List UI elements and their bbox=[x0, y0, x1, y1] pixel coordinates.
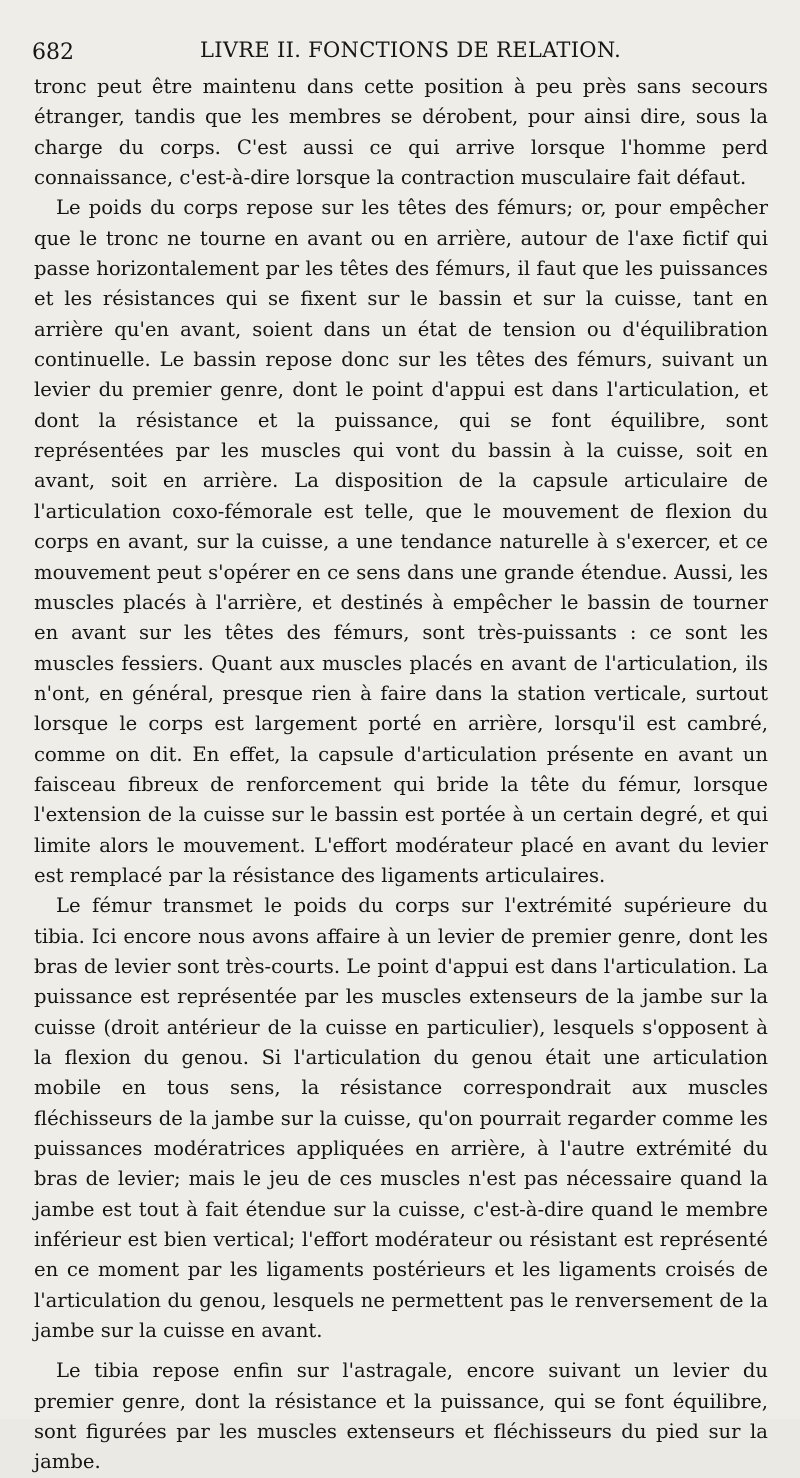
paragraph-3: Le fémur transmet le poids du corps sur l'extrémité supérieure du tibia. Ici encore nous avons affaire à un levier de premier genre, dont les bras de levier sont très-courts. Le point d'appui est dans l'articulation. La puissance est représentée par les muscles extenseurs de la jambe sur la cuisse (droit antérieur de la cuisse en particulier), lesquels s'opposent à la flexion du genou. Si l'articulation du genou était une articulation mobile en tous sens, la résistance correspondrait aux muscles fléchisseurs de la jambe sur la cuisse, qu'on pourrait regarder comme les puissances modératrices appliquées en arrière, à l'autre extrémité du bras de levier; mais le jeu de ces muscles n'est pas nécessaire quand la jambe est tout à fait étendue sur la cuisse, c'est-à-dire quand le membre inférieur est bien vertical; l'effort modérateur ou résistant est représenté en ce moment par les ligaments postérieurs et les ligaments croisés de l'articulation du genou, lesquels ne permettent pas le renversement de la jambe sur la cuisse en avant. bbox=[34, 894, 768, 1343]
paragraph-1: tronc peut être maintenu dans cette position à peu près sans secours étranger, tandis que les membres se dérobent, pour ainsi dire, sous la charge du corps. C'est aussi ce qui arrive lorsque l'homme perd connaissance, c'est-à-dire lorsque la contraction musculaire fait défaut. bbox=[34, 75, 768, 190]
paragraph-2: Le poids du corps repose sur les têtes des fémurs; or, pour empêcher que le tronc ne tourne en avant ou en arrière, autour de l'axe fictif qui passe horizontalement par les têtes des fémurs, il faut que les puissances et les résistances qui se fixent sur le bassin et sur la cuisse, tant en arrière qu'en avant, soient dans un état de tension ou d'équilibration continuelle. Le bassin repose donc sur les têtes des fémurs, suivant un levier du premier genre, dont le point d'appui est dans l'articulation, et dont la résistance et la puissance, qui se font équilibre, sont représentées par les muscles qui vont du bassin à la cuisse, soit en avant, soit en arrière. La disposition de la capsule articulaire de l'articulation coxo-fémorale est telle, que le mouvement de flexion du corps en avant, sur la cuisse, a une tendance naturelle à s'exercer, et ce mouvement peut s'opérer en ce sens dans une grande étendue. Aussi, les muscles placés à l'arrière, et destinés à empêcher le bassin de tourner en avant sur les têtes des fémurs, sont très-puissants : ce sont les muscles fessiers. Quant aux muscles placés en avant de l'articulation, ils n'ont, en général, presque rien à faire dans la station verticale, surtout lorsque le corps est largement porté en arrière, lorsqu'il est cambré, comme on dit. En effet, la capsule d'articulation présente en avant un faisceau fibreux de renforcement qui bride la tête du fémur, lorsque l'extension de la cuisse sur le bassin est portée à un certain degré, et qui limite alors le mouvement. L'effort modérateur placé en avant du levier est remplacé par la résistance des ligaments articulaires. bbox=[34, 196, 768, 887]
running-head: LIVRE II. FONCTIONS DE RELATION. bbox=[200, 38, 622, 62]
page-header bbox=[32, 34, 772, 68]
body-text bbox=[34, 72, 768, 1478]
page-number: 682 bbox=[32, 40, 74, 65]
paragraph-4: Le tibia repose enfin sur l'astragale, encore suivant un levier du premier genre, dont la résistance et la puissance, qui se font équilibre, sont figurées par les muscles extenseurs et fléchisseurs du pied sur la jambe. bbox=[34, 1359, 768, 1474]
